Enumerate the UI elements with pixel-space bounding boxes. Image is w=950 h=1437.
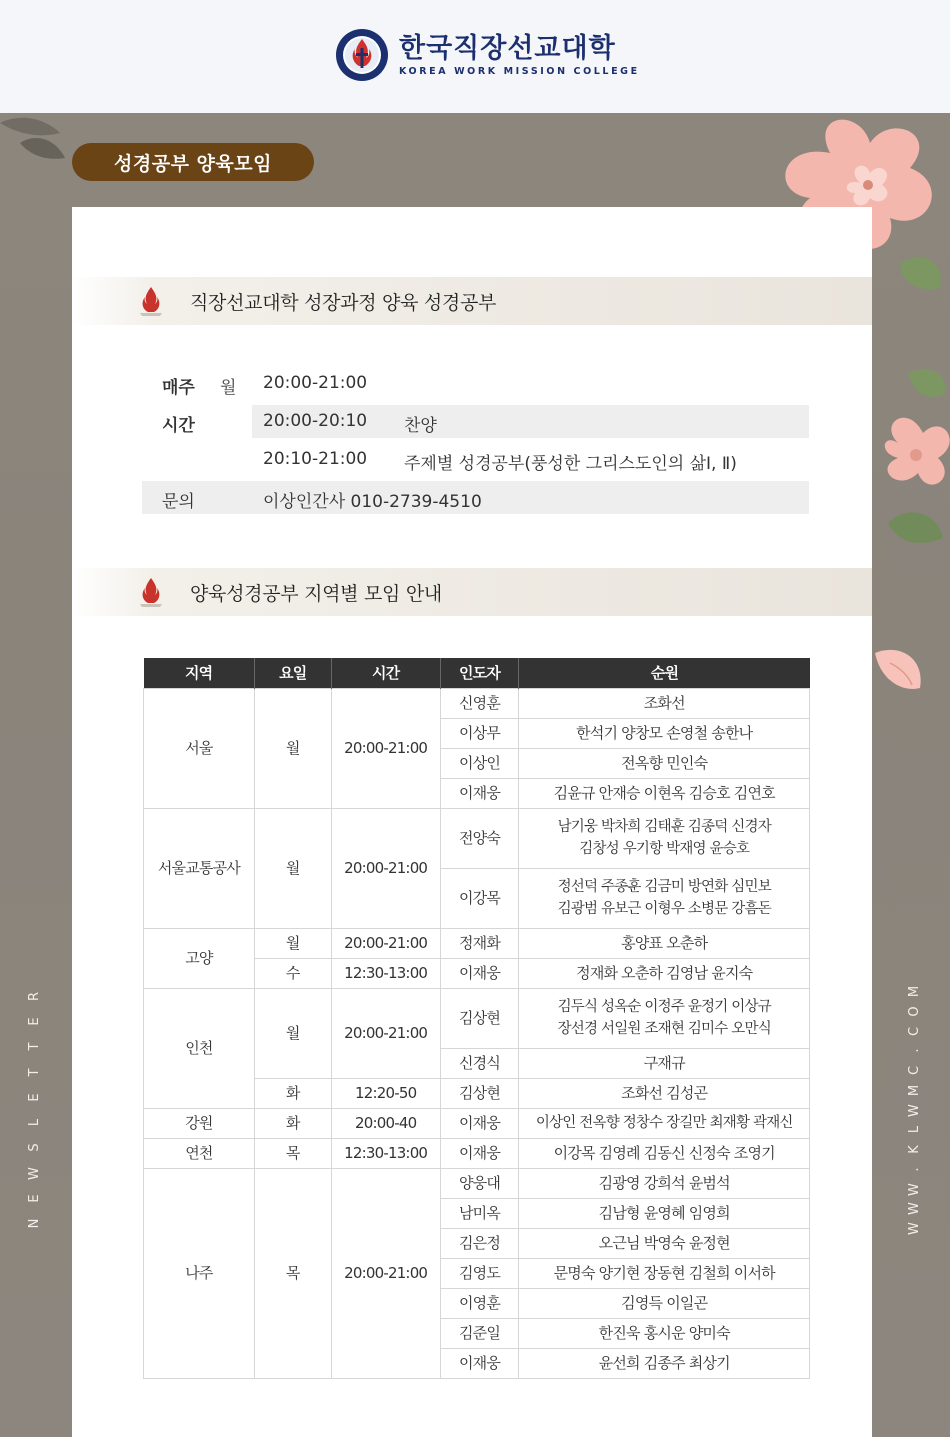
side-letter: E: [26, 1093, 42, 1102]
day-cell: 목: [254, 1168, 331, 1378]
time-cell: 12:30-13:00: [331, 1138, 440, 1168]
day-cell: 목: [254, 1138, 331, 1168]
flame-icon: [138, 576, 164, 608]
table-row: [144, 1168, 810, 1198]
members-line: 김광범 유보근 이형우 소병문 강흠돈: [557, 901, 771, 917]
day-cell: 월: [254, 688, 331, 808]
info-desc: 찬양: [404, 416, 437, 436]
leader-cell: 정재화: [440, 928, 519, 958]
info-row: [142, 367, 809, 400]
side-letter: L: [906, 1126, 922, 1134]
side-letter: W: [26, 1166, 42, 1180]
side-letter: W: [906, 1202, 922, 1216]
side-label-website[interactable]: [905, 985, 923, 1235]
side-letter: C: [906, 1065, 922, 1076]
day-cell: 월: [254, 988, 331, 1078]
members-cell: 윤선희 김종주 최상기: [519, 1348, 810, 1378]
info-desc: 주제별 성경공부(풍성한 그리스도인의 삶Ⅰ, Ⅱ): [404, 454, 737, 474]
members-cell: 김광영 강희석 윤범석: [519, 1168, 810, 1198]
time-cell: 12:30-13:00: [331, 958, 440, 988]
table-row: [144, 988, 810, 1048]
leader-cell: 이재웅: [440, 1138, 519, 1168]
time-cell: 20:00-21:00: [331, 688, 440, 808]
time-cell: 20:00-21:00: [331, 928, 440, 958]
table-row: [144, 1138, 810, 1168]
section-title: 직장선교대학 성장과정 양육 성경공부: [190, 292, 497, 314]
members-cell: 문명숙 양기현 장동현 김철희 이서하: [519, 1258, 810, 1288]
info-time: 20:00-20:10: [263, 411, 368, 431]
side-letter: R: [26, 991, 42, 1002]
day-cell: 수: [254, 958, 331, 988]
region-cell: 나주: [144, 1168, 255, 1378]
members-cell: 오근님 박영숙 윤정현: [519, 1228, 810, 1258]
members-cell: 김윤규 안재승 이현옥 김승호 김연호: [519, 778, 810, 808]
members-cell: 이상인 전옥향 정창수 장길만 최재황 곽재신: [519, 1108, 810, 1138]
region-cell: 강원: [144, 1108, 255, 1138]
info-time: 20:00-21:00: [263, 373, 368, 393]
day-cell: 월: [254, 808, 331, 928]
members-cell: 홍양표 오춘하: [519, 928, 810, 958]
region-cell: 인천: [144, 988, 255, 1108]
day-cell: 화: [254, 1108, 331, 1138]
members-cell: 조화선: [519, 688, 810, 718]
day-cell: 화: [254, 1078, 331, 1108]
info-time: 20:10-21:00: [263, 449, 368, 469]
flame-icon: [138, 285, 164, 317]
leader-cell: 이상인: [440, 748, 519, 778]
leader-cell: 이재웅: [440, 1348, 519, 1378]
region-cell: 서울교통공사: [144, 808, 255, 928]
leader-cell: 이영훈: [440, 1288, 519, 1318]
region-cell: 고양: [144, 928, 255, 988]
members-cell: 정재화 오춘하 김영남 윤지숙: [519, 958, 810, 988]
time-cell: 20:00-40: [331, 1108, 440, 1138]
side-letter: M: [906, 1084, 922, 1096]
leader-cell: 이재웅: [440, 1108, 519, 1138]
info-row: [142, 443, 809, 476]
info-label: 매주: [162, 378, 195, 398]
info-label: 시간: [162, 416, 195, 436]
members-cell: 한진욱 홍시운 양미숙: [519, 1318, 810, 1348]
members-cell: [519, 808, 810, 868]
info-row: [142, 481, 809, 514]
leader-cell: 김준일: [440, 1318, 519, 1348]
side-letter: .: [906, 1048, 922, 1053]
day-cell: 월: [254, 928, 331, 958]
contact-info[interactable]: 이상인간사 010-2739-4510: [263, 492, 482, 512]
leader-cell: 남미옥: [440, 1198, 519, 1228]
members-line: 장선경 서일원 조재현 김미수 오만식: [557, 1021, 771, 1037]
side-letter: W: [906, 1103, 922, 1117]
region-cell: 서울: [144, 688, 255, 808]
info-row: [252, 405, 809, 438]
members-cell: 김남형 윤영혜 임영희: [519, 1198, 810, 1228]
page-title: 성경공부 양육모임: [72, 143, 314, 181]
section-header-study: [72, 277, 872, 325]
table-row: [144, 688, 810, 718]
side-label-newsletter: [25, 990, 43, 1230]
members-cell: [519, 988, 810, 1048]
side-letter: E: [26, 1017, 42, 1026]
leader-cell: 신경식: [440, 1048, 519, 1078]
leader-cell: 김영도: [440, 1258, 519, 1288]
time-cell: 20:00-21:00: [331, 1168, 440, 1378]
table-row: [144, 1108, 810, 1138]
members-cell: 김영득 이일곤: [519, 1288, 810, 1318]
side-letter: W: [906, 1222, 922, 1235]
flower-decoration-icon: [868, 363, 950, 563]
column-header-region: 지역: [144, 658, 255, 688]
column-header-time: 시간: [331, 658, 440, 688]
side-letter: C: [906, 1026, 922, 1036]
members-line: 정선덕 주종훈 김금미 방연화 심민보: [557, 879, 771, 895]
side-letter: K: [906, 1145, 922, 1154]
info-weekday: 월: [220, 378, 237, 398]
time-cell: 12:20-50: [331, 1078, 440, 1108]
leader-cell: 양웅대: [440, 1168, 519, 1198]
time-cell: 20:00-21:00: [331, 988, 440, 1078]
members-cell: 이강목 김영례 김동신 신정숙 조영기: [519, 1138, 810, 1168]
flower-decoration-icon: [870, 643, 950, 723]
college-emblem-icon: [335, 28, 389, 82]
table-row: [144, 808, 810, 868]
table-header-row: [144, 658, 810, 688]
section-title: 양육성경공부 지역별 모임 안내: [190, 583, 442, 605]
content-card: [72, 207, 872, 1437]
side-letter: O: [906, 1006, 922, 1017]
leader-cell: 이재웅: [440, 958, 519, 988]
regional-schedule-table: [143, 658, 810, 1379]
leader-cell: 전양숙: [440, 808, 519, 868]
members-line: 남기웅 박차희 김태훈 김종덕 신경자: [557, 819, 771, 835]
leader-cell: 신영훈: [440, 688, 519, 718]
side-letter: L: [26, 1118, 42, 1127]
site-header: [0, 0, 950, 113]
info-label: 문의: [162, 492, 195, 512]
side-letter: T: [26, 1068, 42, 1077]
leader-cell: 이강목: [440, 868, 519, 928]
column-header-members: 순원: [519, 658, 810, 688]
side-letter: E: [26, 1194, 42, 1203]
members-cell: 구재규: [519, 1048, 810, 1078]
members-cell: [519, 868, 810, 928]
members-cell: 조화선 김성곤: [519, 1078, 810, 1108]
leader-cell: 김상현: [440, 1078, 519, 1108]
leader-cell: 김상현: [440, 988, 519, 1048]
side-letter: T: [26, 1042, 42, 1051]
time-cell: 20:00-21:00: [331, 808, 440, 928]
region-cell: 연천: [144, 1138, 255, 1168]
side-letter: M: [906, 985, 922, 998]
leader-cell: 이재웅: [440, 778, 519, 808]
logo-english-text: KOREA WORK MISSION COLLEGE: [399, 65, 640, 77]
members-line: 김두식 성옥순 이정주 윤정기 이상규: [557, 999, 771, 1015]
column-header-day: 요일: [254, 658, 331, 688]
leader-cell: 김은정: [440, 1228, 519, 1258]
side-letter: N: [26, 1218, 42, 1229]
column-header-leader: 인도자: [440, 658, 519, 688]
members-cell: 전옥향 민인숙: [519, 748, 810, 778]
logo[interactable]: [335, 28, 640, 82]
logo-korean-text: 한국직장선교대학: [399, 32, 616, 64]
side-letter: S: [26, 1143, 42, 1152]
table-row: [144, 928, 810, 958]
side-letter: W: [906, 1182, 922, 1196]
side-letter: .: [906, 1167, 922, 1172]
leader-cell: 이상무: [440, 718, 519, 748]
section-header-regional: [72, 568, 872, 616]
members-cell: 한석기 양창모 손영철 송한나: [519, 718, 810, 748]
members-line: 김창성 우기항 박재영 윤승호: [579, 841, 750, 857]
